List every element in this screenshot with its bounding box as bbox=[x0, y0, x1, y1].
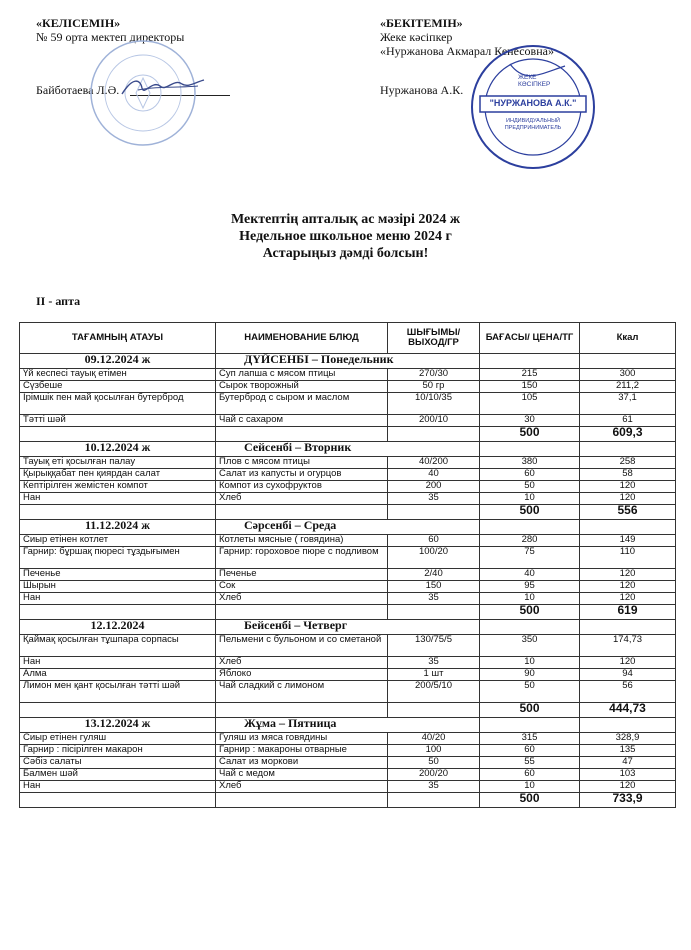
dish-price: 60 bbox=[480, 469, 580, 481]
dish-output: 200/5/10 bbox=[388, 681, 480, 703]
day-name: ДҮЙСЕНБІ – Понедельник bbox=[216, 354, 480, 369]
dish-kcal: 149 bbox=[580, 535, 676, 547]
dish-output: 40/20 bbox=[388, 733, 480, 745]
dish-output: 100/20 bbox=[388, 547, 480, 569]
dish-kcal: 120 bbox=[580, 569, 676, 581]
dish-output: 35 bbox=[388, 493, 480, 505]
dish-ru: Сырок творожный bbox=[216, 381, 388, 393]
empty-cell bbox=[388, 793, 480, 808]
dish-output: 50 гр bbox=[388, 381, 480, 393]
dish-kz: Нан bbox=[20, 593, 216, 605]
dish-kz: Сәбіз салаты bbox=[20, 757, 216, 769]
total-price: 500 bbox=[480, 505, 580, 520]
dish-price: 280 bbox=[480, 535, 580, 547]
table-row bbox=[20, 481, 676, 493]
dish-ru: Сок bbox=[216, 581, 388, 593]
dish-output: 200 bbox=[388, 481, 480, 493]
col-header: БАҒАСЫ/ ЦЕНА/ТГ bbox=[480, 323, 580, 354]
dish-kcal: 328,9 bbox=[580, 733, 676, 745]
total-row bbox=[20, 793, 676, 808]
approval-right-position: Жеке кәсіпкер bbox=[380, 30, 453, 44]
dish-kcal: 103 bbox=[580, 769, 676, 781]
approval-left-position: № 59 орта мектеп директоры bbox=[36, 30, 185, 44]
table-row bbox=[20, 781, 676, 793]
dish-price: 75 bbox=[480, 547, 580, 569]
empty-cell bbox=[480, 620, 580, 635]
dish-output: 35 bbox=[388, 781, 480, 793]
table-row bbox=[20, 635, 676, 657]
dish-price: 315 bbox=[480, 733, 580, 745]
empty-cell bbox=[580, 354, 676, 369]
dish-price: 380 bbox=[480, 457, 580, 469]
empty-cell bbox=[388, 703, 480, 718]
dish-ru: Пельмени с бульоном и со сметаной bbox=[216, 635, 388, 657]
stamp-line-c: ИНДИВИДУАЛЬНЫЙ bbox=[506, 118, 560, 124]
dish-kz: Сүзбеше bbox=[20, 381, 216, 393]
table-row bbox=[20, 769, 676, 781]
dish-output: 50 bbox=[388, 757, 480, 769]
table-row bbox=[20, 593, 676, 605]
stamp-center-name: "НУРЖАНОВА А.К." bbox=[489, 98, 577, 108]
dish-kz: Қаймақ қосылған тұшпара сорпасы bbox=[20, 635, 216, 657]
table-row bbox=[20, 535, 676, 547]
dish-kcal: 174,73 bbox=[580, 635, 676, 657]
dish-price: 55 bbox=[480, 757, 580, 769]
dish-price: 215 bbox=[480, 369, 580, 381]
dish-kcal: 37,1 bbox=[580, 393, 676, 415]
dish-ru: Бутерброд с сыром и маслом bbox=[216, 393, 388, 415]
total-kcal: 619 bbox=[580, 605, 676, 620]
total-price: 500 bbox=[480, 793, 580, 808]
day-date: 10.12.2024 ж bbox=[20, 442, 216, 457]
dish-kcal: 61 bbox=[580, 415, 676, 427]
day-header-row bbox=[20, 442, 676, 457]
table-row bbox=[20, 469, 676, 481]
dish-kz: Сиыр етінен котлет bbox=[20, 535, 216, 547]
total-price: 500 bbox=[480, 703, 580, 718]
day-header-row bbox=[20, 354, 676, 369]
dish-ru: Яблоко bbox=[216, 669, 388, 681]
dish-kz: Сиыр етінен гуляш bbox=[20, 733, 216, 745]
dish-ru: Хлеб bbox=[216, 593, 388, 605]
dish-output: 2/40 bbox=[388, 569, 480, 581]
dish-price: 10 bbox=[480, 657, 580, 669]
approval-right-heading: «БЕКІТЕМІН» bbox=[380, 16, 463, 30]
dish-kz: Гарнир : пісірілген макарон bbox=[20, 745, 216, 757]
dish-ru: Чай с сахаром bbox=[216, 415, 388, 427]
table-row bbox=[20, 657, 676, 669]
day-name: Бейсенбі – Четверг bbox=[216, 620, 480, 635]
dish-kz: Тауық еті қосылған палау bbox=[20, 457, 216, 469]
menu-table bbox=[19, 322, 676, 808]
day-date: 13.12.2024 ж bbox=[20, 718, 216, 733]
dish-price: 90 bbox=[480, 669, 580, 681]
dish-ru: Гуляш из мяса говядины bbox=[216, 733, 388, 745]
dish-output: 200/10 bbox=[388, 415, 480, 427]
dish-kcal: 58 bbox=[580, 469, 676, 481]
dish-ru: Печенье bbox=[216, 569, 388, 581]
table-row bbox=[20, 757, 676, 769]
dish-ru: Хлеб bbox=[216, 493, 388, 505]
empty-cell bbox=[388, 427, 480, 442]
empty-cell bbox=[480, 520, 580, 535]
col-header: НАИМЕНОВАНИЕ БЛЮД bbox=[216, 323, 388, 354]
table-header-row bbox=[20, 323, 676, 354]
empty-cell bbox=[480, 354, 580, 369]
day-name: Сәрсенбі – Среда bbox=[216, 520, 480, 535]
dish-output: 1 шт bbox=[388, 669, 480, 681]
col-header: ШЫҒЫМЫ/ ВЫХОД/ГР bbox=[388, 323, 480, 354]
dish-kcal: 94 bbox=[580, 669, 676, 681]
dish-kz: Нан bbox=[20, 493, 216, 505]
dish-output: 130/75/5 bbox=[388, 635, 480, 657]
empty-cell bbox=[20, 793, 216, 808]
dish-ru: Плов с мясом птицы bbox=[216, 457, 388, 469]
dish-kcal: 120 bbox=[580, 581, 676, 593]
empty-cell bbox=[480, 718, 580, 733]
dish-kcal: 47 bbox=[580, 757, 676, 769]
table-row bbox=[20, 581, 676, 593]
dish-output: 40/200 bbox=[388, 457, 480, 469]
dish-kcal: 120 bbox=[580, 481, 676, 493]
dish-output: 10/10/35 bbox=[388, 393, 480, 415]
dish-ru: Гарнир : макароны отварные bbox=[216, 745, 388, 757]
day-name: Сейсенбі – Вторник bbox=[216, 442, 480, 457]
total-kcal: 609,3 bbox=[580, 427, 676, 442]
dish-price: 60 bbox=[480, 769, 580, 781]
dish-kcal: 120 bbox=[580, 781, 676, 793]
dish-kcal: 135 bbox=[580, 745, 676, 757]
empty-cell bbox=[580, 520, 676, 535]
col-header: ТАҒАМНЫҢ АТАУЫ bbox=[20, 323, 216, 354]
total-kcal: 556 bbox=[580, 505, 676, 520]
dish-price: 10 bbox=[480, 493, 580, 505]
table-row bbox=[20, 745, 676, 757]
dish-kz: Балмен шәй bbox=[20, 769, 216, 781]
dish-kz: Үй кеспесі тауық етімен bbox=[20, 369, 216, 381]
dish-ru: Салат из капусты и огурцов bbox=[216, 469, 388, 481]
signature-left-icon bbox=[118, 74, 208, 100]
dish-ru: Чай с медом bbox=[216, 769, 388, 781]
total-kcal: 444,73 bbox=[580, 703, 676, 718]
dish-price: 10 bbox=[480, 593, 580, 605]
table-row bbox=[20, 733, 676, 745]
empty-cell bbox=[580, 718, 676, 733]
dish-price: 150 bbox=[480, 381, 580, 393]
approval-left-heading: «КЕЛІСЕМІН» bbox=[36, 16, 121, 30]
dish-kz: Нан bbox=[20, 657, 216, 669]
dish-kcal: 120 bbox=[580, 657, 676, 669]
stamp-line-a: ЖЕКЕ bbox=[518, 74, 537, 81]
dish-price: 10 bbox=[480, 781, 580, 793]
dish-output: 270/30 bbox=[388, 369, 480, 381]
dish-output: 35 bbox=[388, 657, 480, 669]
dish-price: 105 bbox=[480, 393, 580, 415]
dish-kz: Шырын bbox=[20, 581, 216, 593]
day-header-row bbox=[20, 520, 676, 535]
dish-kz: Қырыққабат пен қиярдан салат bbox=[20, 469, 216, 481]
dish-price: 40 bbox=[480, 569, 580, 581]
dish-kcal: 110 bbox=[580, 547, 676, 569]
dish-kz: Ірімшік пен май қосылған бутерброд bbox=[20, 393, 216, 415]
dish-price: 60 bbox=[480, 745, 580, 757]
dish-output: 200/20 bbox=[388, 769, 480, 781]
dish-ru: Чай сладкий с лимоном bbox=[216, 681, 388, 703]
dish-price: 50 bbox=[480, 681, 580, 703]
entrepreneur-stamp bbox=[470, 44, 596, 170]
table-row bbox=[20, 569, 676, 581]
dish-ru: Хлеб bbox=[216, 781, 388, 793]
dish-output: 60 bbox=[388, 535, 480, 547]
table-row bbox=[20, 669, 676, 681]
dish-kz: Кептірілген жемістен компот bbox=[20, 481, 216, 493]
dish-kcal: 120 bbox=[580, 593, 676, 605]
dish-output: 150 bbox=[388, 581, 480, 593]
title-ru: Недельное школьное меню 2024 г bbox=[239, 229, 452, 244]
empty-cell bbox=[580, 620, 676, 635]
day-header-row bbox=[20, 718, 676, 733]
empty-cell bbox=[388, 505, 480, 520]
dish-price: 30 bbox=[480, 415, 580, 427]
col-header: Ккал bbox=[580, 323, 676, 354]
dish-kz: Нан bbox=[20, 781, 216, 793]
dish-price: 95 bbox=[480, 581, 580, 593]
dish-price: 350 bbox=[480, 635, 580, 657]
approval-left-signature: Байботаева Л.Ә. bbox=[36, 83, 120, 97]
day-date: 09.12.2024 ж bbox=[20, 354, 216, 369]
dish-output: 100 bbox=[388, 745, 480, 757]
empty-cell bbox=[216, 793, 388, 808]
table-row bbox=[20, 393, 676, 415]
approval-right-name: «Нуржанова Акмарал Кенесовна» bbox=[380, 44, 554, 58]
title-wish: Астарыңыз дәмді болсын! bbox=[262, 246, 429, 261]
table-row bbox=[20, 493, 676, 505]
total-price: 500 bbox=[480, 427, 580, 442]
dish-kz: Печенье bbox=[20, 569, 216, 581]
dish-kcal: 211,2 bbox=[580, 381, 676, 393]
dish-output: 40 bbox=[388, 469, 480, 481]
dish-kcal: 56 bbox=[580, 681, 676, 703]
table-row bbox=[20, 415, 676, 427]
table-row bbox=[20, 547, 676, 569]
table-row bbox=[20, 369, 676, 381]
dish-ru: Салат из моркови bbox=[216, 757, 388, 769]
approval-right-signature: Нуржанова А.К. bbox=[380, 83, 464, 97]
dish-ru: Котлеты мясные ( говядина) bbox=[216, 535, 388, 547]
dish-ru: Гарнир: гороховое пюре с подливом bbox=[216, 547, 388, 569]
dish-ru: Хлеб bbox=[216, 657, 388, 669]
empty-cell bbox=[388, 605, 480, 620]
table-row bbox=[20, 381, 676, 393]
title-kz: Мектептің апталық ас мәзірі 2024 ж bbox=[230, 212, 460, 227]
day-date: 12.12.2024 bbox=[20, 620, 216, 635]
table-row bbox=[20, 457, 676, 469]
stamp-line-b: КӘСІПКЕР bbox=[518, 81, 551, 88]
empty-cell bbox=[480, 442, 580, 457]
dish-kz: Лимон мен қант қосылған тәтті шәй bbox=[20, 681, 216, 703]
dish-kcal: 258 bbox=[580, 457, 676, 469]
dish-kz: Гарнир: бұршақ пюресі тұздығымен bbox=[20, 547, 216, 569]
dish-ru: Суп лапша с мясом птицы bbox=[216, 369, 388, 381]
week-label: II - апта bbox=[36, 294, 81, 308]
total-price: 500 bbox=[480, 605, 580, 620]
dish-kz: Тәтті шәй bbox=[20, 415, 216, 427]
total-kcal: 733,9 bbox=[580, 793, 676, 808]
menu-body bbox=[20, 354, 676, 808]
dish-kcal: 300 bbox=[580, 369, 676, 381]
day-header-row bbox=[20, 620, 676, 635]
dish-kcal: 120 bbox=[580, 493, 676, 505]
dish-output: 35 bbox=[388, 593, 480, 605]
empty-cell bbox=[580, 442, 676, 457]
dish-ru: Компот из сухофруктов bbox=[216, 481, 388, 493]
stamp-line-d: ПРЕДПРИНИМАТЕЛЬ bbox=[504, 125, 562, 131]
dish-kz: Алма bbox=[20, 669, 216, 681]
dish-price: 50 bbox=[480, 481, 580, 493]
day-date: 11.12.2024 ж bbox=[20, 520, 216, 535]
table-row bbox=[20, 681, 676, 703]
day-name: Жұма – Пятница bbox=[216, 718, 480, 733]
